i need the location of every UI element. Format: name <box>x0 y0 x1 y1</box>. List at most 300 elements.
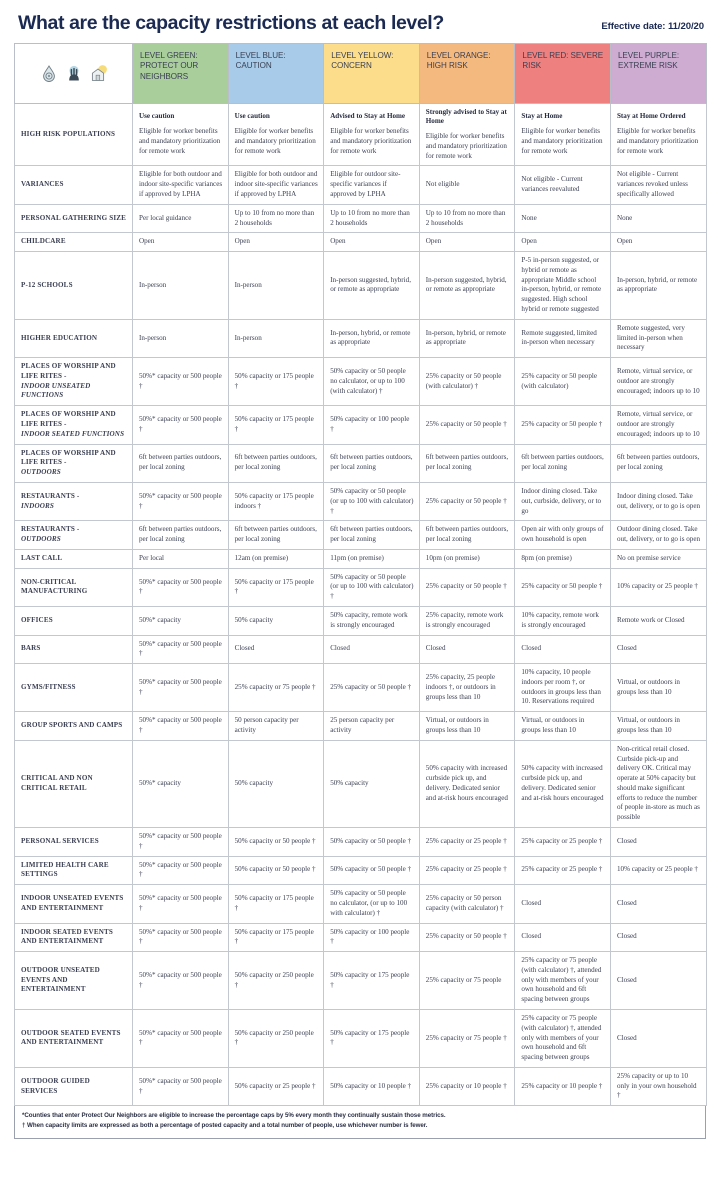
cell-blue <box>228 923 324 952</box>
cell-orange <box>419 406 515 444</box>
cell-yellow <box>324 923 420 952</box>
cell-text: 50%* capacity or 500 people † <box>139 1076 222 1095</box>
cell-purple <box>610 233 706 252</box>
cell-text: Remote suggested, very limited in-person when necessary <box>616 323 685 352</box>
cell-text: Closed <box>521 898 542 907</box>
cell-yellow <box>324 740 420 827</box>
table-row <box>15 166 707 204</box>
cell-text: 10pm (on premise) <box>425 553 480 562</box>
cell-text: In-person suggested, hybrid, or remote as appropriate <box>330 275 411 294</box>
cell-text: 25% capacity or 50 people † <box>521 582 603 591</box>
row-label: VARIANCES <box>15 166 133 204</box>
cell-green <box>133 103 229 166</box>
cell-purple <box>610 568 706 606</box>
capacity-restrictions-table <box>14 43 707 1107</box>
cell-orange <box>419 204 515 233</box>
cell-text: 6ft between parties outdoors, per local zoning <box>139 525 222 544</box>
handwashing-icon <box>65 64 83 83</box>
cell-text: Closed <box>616 898 637 907</box>
cell-text: 50%* capacity or 500 people † <box>139 832 222 850</box>
cell-green <box>133 521 229 550</box>
cell-text: 6ft between parties outdoors, per local zoning <box>330 453 413 472</box>
cell-text: Virtual, or outdoors in groups less than 10 <box>616 677 680 696</box>
cell-text: 25% capacity or 50 people (with calculator) <box>521 371 598 390</box>
cell-text: Eligible for worker benefits and mandatory prioritization for remote work <box>616 127 699 155</box>
cell-orange <box>419 568 515 606</box>
row-label: OUTDOOR GUIDED SERVICES <box>15 1067 133 1105</box>
cell-orange <box>419 252 515 320</box>
cell-text: Virtual, or outdoors in groups less than 10 <box>616 716 680 734</box>
cell-text: In-person, hybrid, or remote as appropriate <box>330 328 411 347</box>
cell-yellow <box>324 549 420 568</box>
cell-blue <box>228 606 324 635</box>
cell-green <box>133 952 229 1010</box>
cell-yellow <box>324 233 420 252</box>
cell-text: Remote, virtual service, or outdoor are strongly encouraged; indoors up to 10 <box>616 410 700 438</box>
cell-text: Indoor dining closed. Take out, delivery, or to go is open <box>616 491 701 510</box>
table-row <box>15 204 707 233</box>
cell-text: 25% capacity or 50 people † <box>425 582 507 591</box>
cell-text: 10% capacity, 10 people indoors per room †, or outdoors in groups less than 10. Reservations required <box>521 668 601 706</box>
cell-red <box>515 204 611 233</box>
cell-green <box>133 358 229 406</box>
cell-text: 50% capacity <box>330 779 369 788</box>
cell-text: Outdoor dining closed. Take out, delivery, or to go is open <box>616 525 701 544</box>
cell-text: 25% capacity or 50 people † <box>425 420 507 429</box>
cell-orange <box>419 952 515 1010</box>
cell-orange <box>419 1067 515 1105</box>
cell-text: Eligible for outdoor site-specific variances if approved by LPHA <box>330 170 401 198</box>
header-icon-cell <box>15 43 133 103</box>
cell-text: 25 person capacity per activity <box>330 716 395 734</box>
cell-text: Closed <box>234 644 255 653</box>
cell-yellow <box>324 444 420 482</box>
cell-red <box>515 856 611 885</box>
cell-text: 50% capacity or 25 people † <box>234 1081 316 1090</box>
cell-yellow <box>324 568 420 606</box>
row-label-subtitle: INDOORS <box>21 501 54 510</box>
cell-blue <box>228 856 324 885</box>
cell-text: Open <box>139 237 155 246</box>
cell-yellow <box>324 1067 420 1105</box>
cell-red <box>515 406 611 444</box>
cell-text: 6ft between parties outdoors, per local zoning <box>234 525 317 544</box>
cell-yellow <box>324 166 420 204</box>
cell-purple <box>610 885 706 923</box>
cell-text: 25% capacity or 25 people † <box>425 865 507 874</box>
cell-green <box>133 606 229 635</box>
cell-purple <box>610 712 706 741</box>
column-header-green: LEVEL GREEN: PROTECT OUR NEIGHBORS <box>133 43 229 103</box>
cell-text: 50%* capacity <box>139 779 181 788</box>
row-label: CHILDCARE <box>15 233 133 252</box>
cell-yellow <box>324 885 420 923</box>
row-label: LAST CALL <box>15 549 133 568</box>
cell-text: Eligible for both outdoor and indoor site-specific variances if approved by LPHA <box>234 170 318 198</box>
cell-blue <box>228 444 324 482</box>
cell-text: 50% capacity or 175 people † <box>234 577 314 596</box>
cell-text: 50% capacity <box>234 779 273 788</box>
cell-orange <box>419 740 515 827</box>
cell-blue <box>228 952 324 1010</box>
table-row <box>15 233 707 252</box>
cell-text: 50% capacity or 50 people (or up to 100 with calculator) † <box>330 572 414 601</box>
table-row <box>15 856 707 885</box>
cell-text: 25% capacity or 75 people (with calculator) †, attended only with members of your own household and 6ft spacing between groups <box>521 956 602 1004</box>
cell-text: Open <box>616 237 633 246</box>
cell-green <box>133 252 229 320</box>
row-label: HIGH RISK POPULATIONS <box>15 103 133 166</box>
cell-text: 25% capacity or 50 people † <box>425 932 507 941</box>
cell-text: 50% capacity or 175 people indoors † <box>234 491 314 510</box>
row-label: INDOOR UNSEATED EVENTS AND ENTERTAINMENT <box>15 885 133 923</box>
cell-text: 50%* capacity or 500 people † <box>139 639 222 658</box>
cell-text: 50%* capacity or 500 people † <box>139 577 222 596</box>
cell-text: 50% capacity, remote work is strongly encouraged <box>330 610 408 629</box>
cell-red <box>515 740 611 827</box>
cell-green <box>133 856 229 885</box>
cell-blue <box>228 1067 324 1105</box>
cell-text: 50%* capacity or 500 people † <box>139 894 222 912</box>
cell-purple <box>610 740 706 827</box>
row-label: RESTAURANTS - INDOORS <box>15 482 133 520</box>
cell-text: In-person, hybrid, or remote as appropriate <box>616 275 698 294</box>
cell-yellow <box>324 664 420 712</box>
row-label: OUTDOOR UNSEATED EVENTS AND ENTERTAINMENT <box>15 952 133 1010</box>
cell-red <box>515 952 611 1010</box>
cell-yellow <box>324 1009 420 1067</box>
cell-purple <box>610 204 706 233</box>
cell-red <box>515 521 611 550</box>
cell-yellow <box>324 319 420 357</box>
cell-text: 12am (on premise) <box>234 553 289 562</box>
cell-text: Virtual, or outdoors in groups less than 10 <box>425 716 489 734</box>
table-header-row <box>15 43 707 103</box>
cell-purple <box>610 1067 706 1105</box>
cell-text: Closed <box>521 644 542 653</box>
cell-heading: Strongly advised to Stay at Home <box>425 107 507 126</box>
cell-text: 25% capacity or 25 people † <box>521 836 603 845</box>
cell-text: Closed <box>330 644 350 653</box>
table-row <box>15 252 707 320</box>
cell-text: 25% capacity or 50 people † <box>521 420 603 429</box>
cell-orange <box>419 444 515 482</box>
cell-text: 25% capacity or 50 person capacity (with calculator) † <box>425 894 504 912</box>
table-row <box>15 712 707 741</box>
cell-blue <box>228 664 324 712</box>
cell-text: 25% capacity, remote work is strongly encouraged <box>425 610 504 629</box>
cell-purple <box>610 923 706 952</box>
cell-green <box>133 482 229 520</box>
row-label: OUTDOOR SEATED EVENTS AND ENTERTAINMENT <box>15 1009 133 1067</box>
row-label-subtitle: INDOOR UNSEATED FUNCTIONS <box>21 381 91 400</box>
table-row <box>15 828 707 857</box>
cell-text: 50% capacity or 50 people no calculator, (or up to 100 with calculator) † <box>330 889 408 917</box>
cell-yellow <box>324 204 420 233</box>
cell-text: In-person <box>234 333 262 342</box>
cell-blue <box>228 635 324 664</box>
cell-red <box>515 482 611 520</box>
footnotes <box>14 1106 706 1139</box>
cell-heading: Use caution <box>139 112 175 121</box>
cell-text: 50% capacity or 100 people † <box>330 927 410 946</box>
cell-heading: Advised to Stay at Home <box>330 112 406 121</box>
cell-red <box>515 568 611 606</box>
cell-text: 50% capacity or 10 people † <box>330 1081 412 1090</box>
row-label: P-12 SCHOOLS <box>15 252 133 320</box>
cell-text: 50% capacity or 50 people † <box>234 836 316 845</box>
cell-yellow <box>324 406 420 444</box>
column-header-purple: LEVEL PURPLE: EXTREME RISK <box>610 43 706 103</box>
cell-text: 6ft between parties outdoors, per local zoning <box>521 453 604 472</box>
row-label: LIMITED HEALTH CARE SETTINGS <box>15 856 133 885</box>
cell-green <box>133 1009 229 1067</box>
stay-home-icon <box>90 64 108 83</box>
row-label: PERSONAL GATHERING SIZE <box>15 204 133 233</box>
cell-orange <box>419 664 515 712</box>
row-label: GROUP SPORTS AND CAMPS <box>15 712 133 741</box>
cell-purple <box>610 521 706 550</box>
cell-text: In-person suggested, hybrid, or remote as appropriate <box>425 275 507 294</box>
cell-green <box>133 923 229 952</box>
cell-text: Up to 10 from no more than 2 households <box>234 208 315 227</box>
cell-orange <box>419 885 515 923</box>
cell-text: 50%* capacity or 500 people † <box>139 677 222 696</box>
cell-text: 50% capacity or 50 people † <box>330 865 412 874</box>
cell-green <box>133 568 229 606</box>
cell-green <box>133 444 229 482</box>
cell-text: In-person <box>234 280 262 289</box>
cell-text: Closed <box>616 644 637 653</box>
cell-purple <box>610 635 706 664</box>
table-row <box>15 740 707 827</box>
cell-text: 25% capacity or 25 people † <box>425 836 507 845</box>
cell-yellow <box>324 828 420 857</box>
cell-text: 6ft between parties outdoors, per local zoning <box>425 453 509 472</box>
cell-purple <box>610 482 706 520</box>
cell-text: 10% capacity or 25 people † <box>616 865 698 874</box>
cell-text: Remote work or Closed <box>616 615 685 624</box>
cell-text: 11pm (on premise) <box>330 553 384 562</box>
cell-purple <box>610 952 706 1010</box>
cell-text: 50%* capacity or 500 people † <box>139 371 222 390</box>
table-row <box>15 358 707 406</box>
table-row <box>15 952 707 1010</box>
cell-text: 6ft between parties outdoors, per local zoning <box>425 525 509 544</box>
table-row <box>15 549 707 568</box>
cell-purple <box>610 828 706 857</box>
table-row <box>15 635 707 664</box>
cell-text: 10% capacity, remote work is strongly encouraged <box>521 610 599 629</box>
cell-orange <box>419 358 515 406</box>
cell-text: 25% capacity or 50 people † <box>425 496 507 505</box>
cell-orange <box>419 828 515 857</box>
table-row <box>15 568 707 606</box>
cell-text: 25% capacity or 75 people <box>425 975 502 984</box>
cell-green <box>133 406 229 444</box>
cell-text: 25% capacity or 75 people (with calculator) †, attended only with members of your own household and 6ft spacing between groups <box>521 1013 602 1062</box>
cell-yellow <box>324 856 420 885</box>
cell-blue <box>228 406 324 444</box>
cell-text: 50 person capacity per activity <box>234 716 299 734</box>
cell-red <box>515 358 611 406</box>
cell-green <box>133 712 229 741</box>
table-row <box>15 885 707 923</box>
cell-text: 50% capacity or 175 people † <box>234 415 314 433</box>
cell-text: 50%* capacity or 500 people † <box>139 970 222 989</box>
cell-orange <box>419 233 515 252</box>
cell-yellow <box>324 358 420 406</box>
table-row <box>15 1009 707 1067</box>
cell-orange <box>419 635 515 664</box>
footnote-dagger: † When capacity limits are expressed as both a percentage of posted capacity and a total number of people, use whichever number is fewer. <box>22 1122 428 1130</box>
cell-text: No on premise service <box>616 553 681 562</box>
row-label: OFFICES <box>15 606 133 635</box>
row-label-subtitle: OUTDOORS <box>21 535 61 544</box>
cell-red <box>515 606 611 635</box>
row-label: HIGHER EDUCATION <box>15 319 133 357</box>
cell-text: None <box>521 213 537 222</box>
cell-red <box>515 549 611 568</box>
cell-blue <box>228 521 324 550</box>
cell-red <box>515 1009 611 1067</box>
cell-text: 50% capacity or 175 people † <box>330 1028 410 1047</box>
row-label: GYMS/FITNESS <box>15 664 133 712</box>
cell-text: 50% capacity or 50 people † <box>234 865 316 874</box>
table-row <box>15 664 707 712</box>
cell-red <box>515 923 611 952</box>
cell-text: Not eligible - Current variances reevaluted <box>521 175 583 194</box>
cell-yellow <box>324 252 420 320</box>
page-title: What are the capacity restrictions at each level? <box>18 12 444 34</box>
cell-red <box>515 712 611 741</box>
cell-text: Eligible for worker benefits and mandatory prioritization for remote work <box>330 127 412 155</box>
cell-heading: Stay at Home Ordered <box>616 112 686 121</box>
cell-red <box>515 233 611 252</box>
column-header-orange: LEVEL ORANGE: HIGH RISK <box>419 43 515 103</box>
cell-blue <box>228 166 324 204</box>
water-drop-icon <box>40 64 58 83</box>
cell-yellow <box>324 103 420 166</box>
cell-text: 8pm (on premise) <box>521 553 572 562</box>
cell-heading: Use caution <box>234 112 270 121</box>
cell-text: 50%* capacity or 500 people † <box>139 716 222 734</box>
cell-purple <box>610 444 706 482</box>
cell-yellow <box>324 482 420 520</box>
cell-text: 6ft between parties outdoors, per local zoning <box>234 453 317 472</box>
row-label: CRITICAL AND NON CRITICAL RETAIL <box>15 740 133 827</box>
column-header-yellow: LEVEL YELLOW: CONCERN <box>324 43 420 103</box>
cell-text: 50% capacity or 50 people no calculator, or up to 100 (with calculator) † <box>330 367 406 395</box>
cell-text: 25% capacity or 10 people † <box>425 1081 507 1090</box>
cell-orange <box>419 549 515 568</box>
cell-blue <box>228 549 324 568</box>
cell-blue <box>228 103 324 166</box>
row-label: INDOOR SEATED EVENTS AND ENTERTAINMENT <box>15 923 133 952</box>
cell-orange <box>419 606 515 635</box>
cell-red <box>515 252 611 320</box>
cell-blue <box>228 233 324 252</box>
cell-text: 50%* capacity or 500 people † <box>139 927 222 946</box>
row-label: PLACES OF WORSHIP AND LIFE RITES - INDOOR UNSEATED FUNCTIONS <box>15 358 133 406</box>
row-label: PLACES OF WORSHIP AND LIFE RITES - OUTDOORS <box>15 444 133 482</box>
cell-text: P-5 in-person suggested, or hybrid or remote as appropriate Middle school in-person, hybrid, or remote suggested. High school hybrid or remote suggested <box>521 256 602 313</box>
footnote-asterisk: *Counties that enter Protect Our Neighbors are eligible to increase the percentage caps by 5% every month they continually sustain those metrics. <box>22 1112 446 1120</box>
cell-text: 50% capacity or 175 people † <box>234 371 314 390</box>
cell-text: 50% capacity or 100 people † <box>330 415 410 433</box>
cell-text: Virtual, or outdoors in groups less than 10 <box>521 716 585 734</box>
cell-orange <box>419 712 515 741</box>
cell-blue <box>228 252 324 320</box>
table-row <box>15 1067 707 1105</box>
document-header <box>14 12 706 43</box>
cell-text: In-person <box>139 333 167 342</box>
cell-text: Up to 10 from no more than 2 households <box>330 208 410 227</box>
cell-red <box>515 635 611 664</box>
cell-text: 25% capacity or 75 people † <box>234 682 316 691</box>
cell-text: Eligible for worker benefits and mandatory prioritization for remote work <box>234 127 316 155</box>
cell-text: Closed <box>616 836 637 845</box>
cell-green <box>133 549 229 568</box>
cell-text: Remote suggested, limited in-person when necessary <box>521 328 597 347</box>
cell-green <box>133 828 229 857</box>
cell-purple <box>610 1009 706 1067</box>
cell-yellow <box>324 521 420 550</box>
cell-text: Up to 10 from no more than 2 households <box>425 208 506 227</box>
cell-purple <box>610 549 706 568</box>
cell-yellow <box>324 635 420 664</box>
cell-orange <box>419 923 515 952</box>
cell-text: 50%* capacity or 500 people † <box>139 1028 222 1047</box>
cell-purple <box>610 252 706 320</box>
cell-blue <box>228 740 324 827</box>
cell-text: Open <box>425 237 442 246</box>
cell-orange <box>419 521 515 550</box>
cell-text: 50%* capacity or 500 people † <box>139 491 222 510</box>
cell-green <box>133 204 229 233</box>
cell-text: 25% capacity or 25 people † <box>521 865 603 874</box>
cell-blue <box>228 712 324 741</box>
row-label-subtitle: OUTDOORS <box>21 468 61 477</box>
cell-text: None <box>616 213 633 222</box>
column-header-blue: LEVEL BLUE: CAUTION <box>228 43 324 103</box>
cell-text: Open <box>330 237 346 246</box>
cell-text: 50% capacity or 250 people † <box>234 1028 314 1047</box>
cell-text: 50% capacity or 175 people † <box>234 894 314 912</box>
cell-orange <box>419 166 515 204</box>
cell-green <box>133 1067 229 1105</box>
table-row <box>15 923 707 952</box>
cell-text: Eligible for worker benefits and mandatory prioritization for remote work <box>139 127 221 155</box>
cell-text: 50% capacity or 250 people † <box>234 970 314 989</box>
cell-text: 10% capacity or 25 people † <box>616 582 698 591</box>
cell-text: Eligible for worker benefits and mandatory prioritization for remote work <box>521 127 603 155</box>
cell-text: 50% capacity or 175 people † <box>330 970 410 989</box>
cell-orange <box>419 103 515 166</box>
cell-purple <box>610 606 706 635</box>
cell-text: 50% capacity or 50 people † <box>330 836 412 845</box>
cell-green <box>133 635 229 664</box>
cell-text: In-person <box>139 280 167 289</box>
cell-text: 50% capacity <box>234 615 273 624</box>
cell-purple <box>610 664 706 712</box>
cell-text: Eligible for both outdoor and indoor site-specific variances if approved by LPHA <box>139 170 223 198</box>
effective-date: Effective date: 11/20/20 <box>601 20 704 32</box>
cell-text: 50% capacity or 50 people (or up to 100 with calculator) † <box>330 486 414 515</box>
cell-yellow <box>324 606 420 635</box>
cell-red <box>515 664 611 712</box>
cell-blue <box>228 828 324 857</box>
